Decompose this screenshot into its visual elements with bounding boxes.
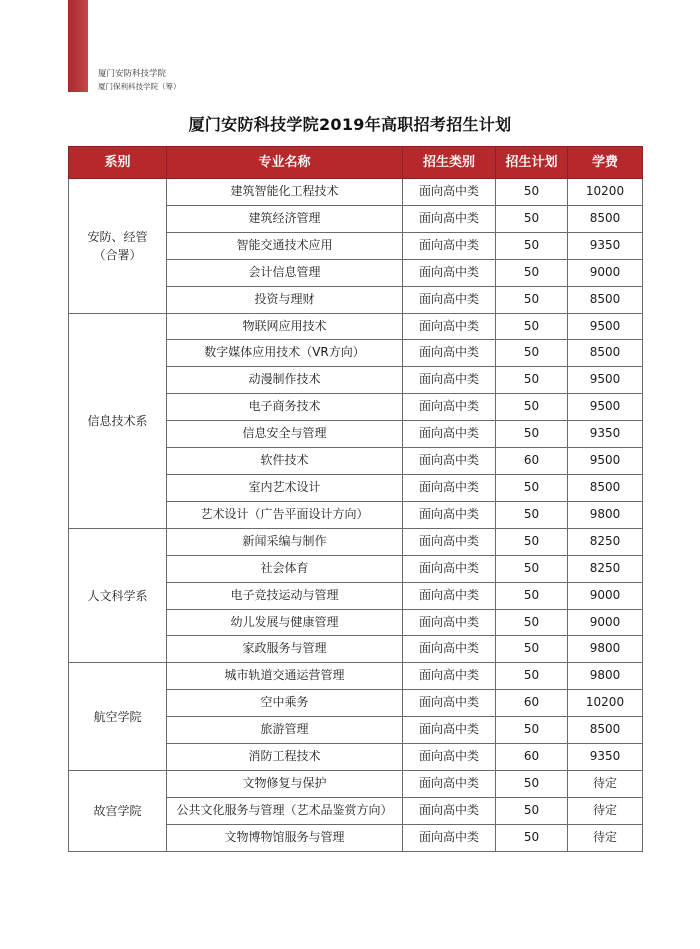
plan-cell: 50 [496,797,568,824]
category-cell: 面向高中类 [403,501,496,528]
page-title: 厦门安防科技学院2019年高职招考招生计划 [188,115,512,134]
category-cell: 面向高中类 [403,340,496,367]
major-cell: 建筑经济管理 [167,205,403,232]
tuition-cell: 9500 [568,448,643,475]
plan-cell: 50 [496,232,568,259]
category-cell: 面向高中类 [403,717,496,744]
plan-cell: 60 [496,744,568,771]
plan-cell: 50 [496,259,568,286]
category-cell: 面向高中类 [403,286,496,313]
major-cell: 艺术设计（广告平面设计方向） [167,501,403,528]
department-cell: 故宫学院 [69,770,167,851]
plan-cell: 50 [496,555,568,582]
plan-cell: 50 [496,394,568,421]
tuition-cell: 10200 [568,179,643,206]
major-cell: 新闻采编与制作 [167,528,403,555]
category-cell: 面向高中类 [403,582,496,609]
plan-cell: 50 [496,501,568,528]
tuition-cell: 9800 [568,636,643,663]
category-cell: 面向高中类 [403,474,496,501]
plan-cell: 50 [496,636,568,663]
category-cell: 面向高中类 [403,770,496,797]
tuition-cell: 待定 [568,770,643,797]
tuition-cell: 9000 [568,582,643,609]
tuition-cell: 9350 [568,421,643,448]
plan-cell: 50 [496,421,568,448]
major-cell: 幼儿发展与健康管理 [167,609,403,636]
major-cell: 电子竞技运动与管理 [167,582,403,609]
college-name: 厦门安防科技学院 [98,69,167,79]
table-body [69,179,643,852]
category-cell: 面向高中类 [403,394,496,421]
table-row [69,528,643,555]
category-cell: 面向高中类 [403,313,496,340]
department-cell: 安防、经管 （合署） [69,179,167,314]
category-cell: 面向高中类 [403,259,496,286]
tuition-cell: 9000 [568,609,643,636]
tuition-cell: 待定 [568,797,643,824]
tuition-cell: 9800 [568,501,643,528]
plan-cell: 50 [496,717,568,744]
category-cell: 面向高中类 [403,609,496,636]
tuition-cell: 8500 [568,717,643,744]
department-cell: 人文科学系 [69,528,167,663]
column-header-plan: 招生计划 [496,147,568,179]
enrollment-plan-table [68,146,643,852]
category-cell: 面向高中类 [403,421,496,448]
column-header-major: 专业名称 [167,147,403,179]
college-former-name: 厦门保利科技学院（筹） [98,82,181,91]
plan-cell: 50 [496,770,568,797]
table-row [69,179,643,206]
category-cell: 面向高中类 [403,367,496,394]
major-cell: 旅游管理 [167,717,403,744]
major-cell: 电子商务技术 [167,394,403,421]
column-header-category: 招生类别 [403,147,496,179]
category-cell: 面向高中类 [403,179,496,206]
tuition-cell: 9800 [568,663,643,690]
tuition-cell: 8500 [568,205,643,232]
plan-cell: 50 [496,340,568,367]
header-accent-bar [68,0,88,92]
major-cell: 软件技术 [167,448,403,475]
category-cell: 面向高中类 [403,663,496,690]
category-cell: 面向高中类 [403,528,496,555]
plan-cell: 50 [496,824,568,851]
major-cell: 会计信息管理 [167,259,403,286]
major-cell: 家政服务与管理 [167,636,403,663]
tuition-cell: 9350 [568,232,643,259]
tuition-cell: 8500 [568,474,643,501]
table-header-row [69,147,643,179]
tuition-cell: 9350 [568,744,643,771]
plan-cell: 50 [496,205,568,232]
major-cell: 动漫制作技术 [167,367,403,394]
plan-cell: 60 [496,690,568,717]
plan-cell: 60 [496,448,568,475]
tuition-cell: 8500 [568,340,643,367]
major-cell: 数字媒体应用技术（VR方向） [167,340,403,367]
header-college-names [98,68,181,93]
major-cell: 文物博物馆服务与管理 [167,824,403,851]
plan-cell: 50 [496,179,568,206]
tuition-cell: 10200 [568,690,643,717]
tuition-cell: 8250 [568,555,643,582]
major-cell: 城市轨道交通运营管理 [167,663,403,690]
tuition-cell: 8500 [568,286,643,313]
tuition-cell: 9500 [568,367,643,394]
category-cell: 面向高中类 [403,232,496,259]
tuition-cell: 9500 [568,394,643,421]
major-cell: 空中乘务 [167,690,403,717]
major-cell: 建筑智能化工程技术 [167,179,403,206]
category-cell: 面向高中类 [403,555,496,582]
plan-cell: 50 [496,609,568,636]
plan-cell: 50 [496,528,568,555]
department-cell: 航空学院 [69,663,167,771]
category-cell: 面向高中类 [403,797,496,824]
department-cell: 信息技术系 [69,313,167,528]
major-cell: 文物修复与保护 [167,770,403,797]
category-cell: 面向高中类 [403,744,496,771]
plan-cell: 50 [496,474,568,501]
category-cell: 面向高中类 [403,824,496,851]
category-cell: 面向高中类 [403,636,496,663]
major-cell: 信息安全与管理 [167,421,403,448]
plan-cell: 50 [496,286,568,313]
major-cell: 社会体育 [167,555,403,582]
category-cell: 面向高中类 [403,448,496,475]
tuition-cell: 9000 [568,259,643,286]
tuition-cell: 9500 [568,313,643,340]
major-cell: 智能交通技术应用 [167,232,403,259]
major-cell: 公共文化服务与管理（艺术品鉴赏方向） [167,797,403,824]
table-row [69,663,643,690]
major-cell: 投资与理财 [167,286,403,313]
table-row [69,770,643,797]
major-cell: 消防工程技术 [167,744,403,771]
plan-cell: 50 [496,313,568,340]
table-row [69,313,643,340]
plan-cell: 50 [496,663,568,690]
category-cell: 面向高中类 [403,690,496,717]
column-header-tuition: 学费 [568,147,643,179]
tuition-cell: 8250 [568,528,643,555]
tuition-cell: 待定 [568,824,643,851]
plan-cell: 50 [496,367,568,394]
major-cell: 物联网应用技术 [167,313,403,340]
category-cell: 面向高中类 [403,205,496,232]
plan-cell: 50 [496,582,568,609]
column-header-department: 系别 [69,147,167,179]
major-cell: 室内艺术设计 [167,474,403,501]
